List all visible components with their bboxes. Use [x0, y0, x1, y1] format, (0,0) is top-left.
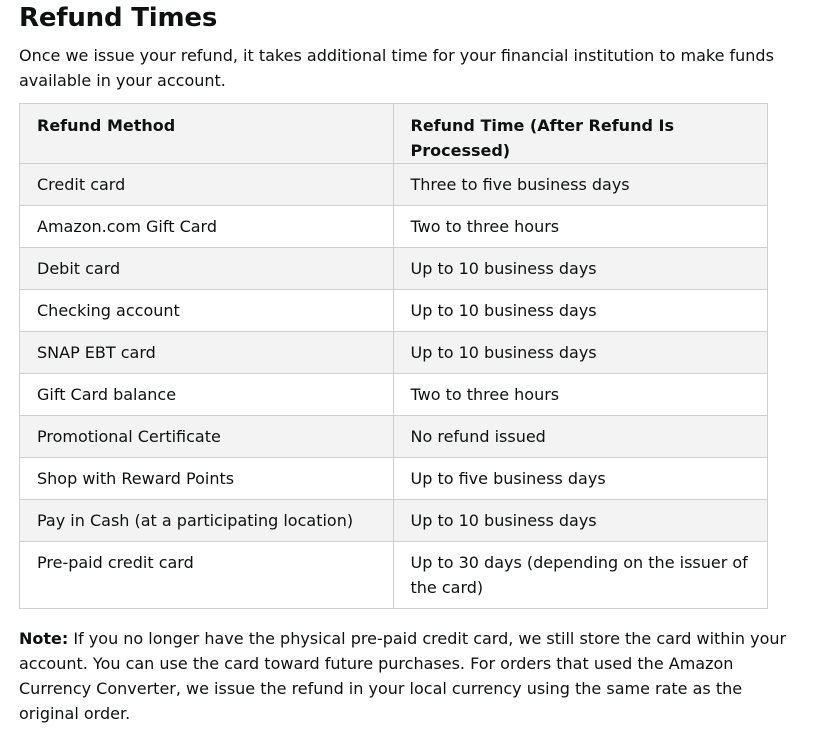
refund-times-table: [19, 103, 768, 609]
refund-method-cell: Checking account: [20, 290, 394, 332]
refund-time-cell: Three to five business days: [393, 164, 768, 206]
note-text: If you no longer have the physical pre-paid credit card, we still store the card within your account. You can use the card toward future purchases. For orders that used the Amazon Currency Converter, we issue the refund in your local currency using the same rate as the original order.: [19, 629, 787, 723]
refund-time-cell: Two to three hours: [393, 206, 768, 248]
table-row: [20, 416, 768, 458]
note-paragraph: [19, 626, 789, 726]
header-refund-time: Refund Time (After Refund Is Processed): [393, 104, 768, 164]
note-label: Note:: [19, 629, 69, 648]
refund-time-cell: Up to 10 business days: [393, 332, 768, 374]
table-row: [20, 290, 768, 332]
refund-method-cell: Gift Card balance: [20, 374, 394, 416]
refund-time-cell: Up to 10 business days: [393, 248, 768, 290]
table-row: [20, 374, 768, 416]
table-row: [20, 542, 768, 609]
intro-text: Once we issue your refund, it takes additional time for your financial institution to make funds available in your account.: [19, 46, 774, 90]
refund-method-cell: Promotional Certificate: [20, 416, 394, 458]
refund-method-cell: Shop with Reward Points: [20, 458, 394, 500]
refund-time-cell: Two to three hours: [393, 374, 768, 416]
refund-time-cell: Up to 10 business days: [393, 500, 768, 542]
refund-time-cell: Up to 30 days (depending on the issuer of the card): [393, 542, 768, 609]
table-row: [20, 164, 768, 206]
refund-time-cell: Up to 10 business days: [393, 290, 768, 332]
table-row: [20, 458, 768, 500]
table-row: [20, 332, 768, 374]
table-header-row: [20, 104, 768, 164]
table-row: [20, 206, 768, 248]
refund-method-cell: Pre-paid credit card: [20, 542, 394, 609]
refund-time-cell: Up to five business days: [393, 458, 768, 500]
refund-time-cell: No refund issued: [393, 416, 768, 458]
page-title: Refund Times: [19, 3, 218, 33]
table-row: [20, 500, 768, 542]
refund-method-cell: Debit card: [20, 248, 394, 290]
header-refund-method: Refund Method: [20, 104, 394, 164]
refund-method-cell: SNAP EBT card: [20, 332, 394, 374]
refund-method-cell: Amazon.com Gift Card: [20, 206, 394, 248]
refund-method-cell: Pay in Cash (at a participating location): [20, 500, 394, 542]
refund-method-cell: Credit card: [20, 164, 394, 206]
refund-times-section: [19, 0, 809, 726]
table-row: [20, 248, 768, 290]
